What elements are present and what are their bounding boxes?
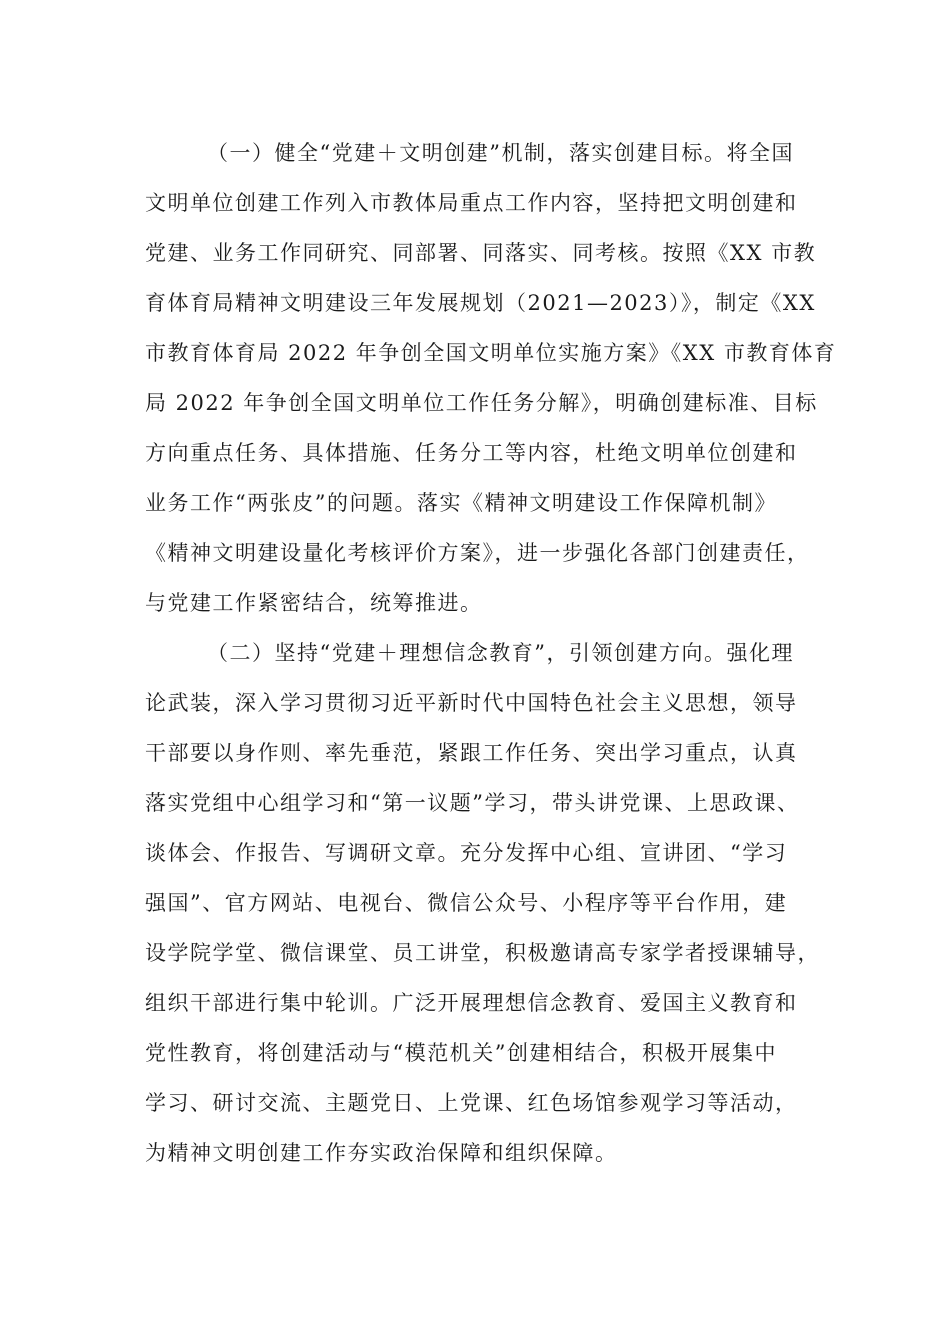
paragraph-2-line-6: 强国”、官方网站、电视台、微信公众号、小程序等平台作用，建 (145, 891, 788, 915)
paragraph-2-line-2: 论武装，深入学习贯彻习近平新时代中国特色社会主义思想，领导 (145, 691, 798, 715)
paragraph-2-line-3: 干部要以身作则、率先垂范，紧跟工作任务、突出学习重点，认真 (145, 741, 798, 765)
paragraph-1-line-3: 党建、业务工作同研究、同部署、同落实、同考核。按照《XX 市教 (145, 241, 817, 265)
paragraph-2-line-11: 为精神文明创建工作夯实政治保障和组织保障。 (145, 1141, 618, 1165)
paragraph-1-line-4: 育体育局精神文明建设三年发展规划（2021—2023）》，制定《XX (145, 291, 816, 315)
paragraph-1-line-5: 市教育体育局 2022 年争创全国文明单位实施方案》《XX 市教育体育 (145, 341, 837, 365)
paragraph-2-line-9: 党性教育，将创建活动与“模范机关”创建相结合，积极开展集中 (145, 1041, 777, 1065)
paragraph-1-line-6: 局 2022 年争创全国文明单位工作任务分解》，明确创建标准、目标 (145, 391, 818, 415)
paragraph-2-line-4: 落实党组中心组学习和“第一议题”学习，带头讲党课、上思政课、 (145, 791, 800, 815)
paragraph-1-line-1: （一）健全“党建＋文明创建”机制，落实创建目标。将全国 (207, 141, 794, 165)
paragraph-2-line-10: 学习、研讨交流、主题党日、上党课、红色场馆参观学习等活动， (145, 1091, 798, 1115)
paragraph-2-line-5: 谈体会、作报告、写调研文章。充分发挥中心组、宣讲团、“学习 (145, 841, 788, 865)
paragraph-1-line-8: 业务工作“两张皮”的问题。落实《精神文明建设工作保障机制》 (145, 491, 777, 515)
paragraph-1-line-10: 与党建工作紧密结合，统筹推进。 (145, 591, 483, 615)
paragraph-1-line-7: 方向重点任务、具体措施、任务分工等内容，杜绝文明单位创建和 (145, 441, 798, 465)
paragraph-2-line-7: 设学院学堂、微信课堂、员工讲堂，积极邀请高专家学者授课辅导， (145, 941, 820, 965)
paragraph-2-line-8: 组织干部进行集中轮训。广泛开展理想信念教育、爱国主义教育和 (145, 991, 798, 1015)
paragraph-1-line-9: 《精神文明建设量化考核评价方案》，进一步强化各部门创建责任， (145, 541, 810, 565)
paragraph-2-line-1: （二）坚持“党建＋理想信念教育”，引领创建方向。强化理 (207, 641, 794, 665)
paragraph-1-line-2: 文明单位创建工作列入市教体局重点工作内容，坚持把文明创建和 (145, 191, 798, 215)
